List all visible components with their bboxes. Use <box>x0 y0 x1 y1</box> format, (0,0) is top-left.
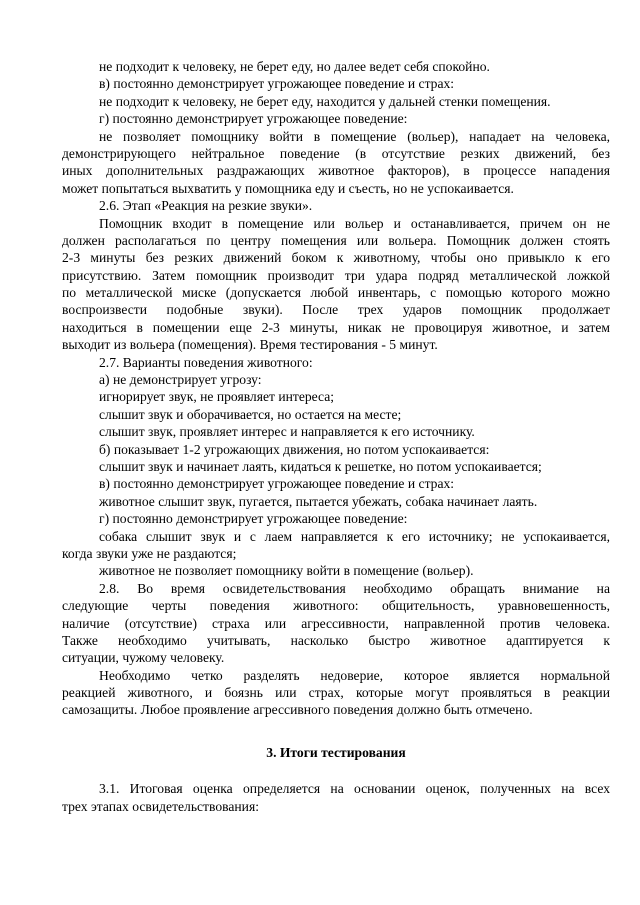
spacer <box>62 719 610 731</box>
text-line: слышит звук и оборачивается, но остается на месте; <box>99 406 402 422</box>
text-line: а) не демонстрирует угрозу: <box>99 372 262 388</box>
text-line: слышит звук, проявляет интерес и направляется к его источнику. <box>99 424 475 440</box>
text-line: трех этапах освидетельствования: <box>62 798 259 814</box>
text-line: когда звуки уже не раздаются; <box>62 545 237 561</box>
text-line: иных дополнительных раздражающих животное факторов), в процессе нападения <box>62 163 610 179</box>
text-line: реакцией животного, и боязнь или страх, которые могут проявляться в реакции <box>62 685 610 701</box>
text-line: должен располагаться по центру помещения или вольера. Помощник должен стоять <box>62 232 610 248</box>
text-line: может попытаться выхватить у помощника еду и съесть, но не успокаивается. <box>62 180 514 196</box>
text-line: б) показывает 1-2 угрожающих движения, но потом успокаивается: <box>99 441 490 457</box>
text-line: находиться в помещении еще 2-3 минуты, никак не провоцируя животное, и затем <box>62 319 610 335</box>
text-line: в) постоянно демонстрирует угрожающее поведение и страх: <box>99 476 455 492</box>
text-line: животное не позволяет помощнику войти в помещение (вольер). <box>99 563 474 579</box>
text-line: воспроизвести подобные звуки). После трех ударов помощник продолжает <box>62 302 610 318</box>
text-line: 2.8. Во время освидетельствования необходимо обращать внимание на <box>99 580 610 596</box>
text-line: игнорирует звук, не проявляет интереса; <box>99 389 335 405</box>
text-line: демонстрирующего нейтральное поведение (в отсутствие резких движений, без <box>62 145 610 161</box>
text-line: 2-3 минуты без резких движений боком к животному, чтобы оно привыкло к его <box>62 250 610 266</box>
text-line: по металлической миске (допускается любой инвентарь, с помощью которого можно <box>62 285 610 301</box>
text-line: в) постоянно демонстрирует угрожающее поведение и страх: <box>99 76 455 92</box>
section-heading: 3. Итоги тестирования <box>266 744 406 760</box>
text-line: самозащиты. Любое проявление агрессивного поведения должно быть отмечено. <box>62 702 533 718</box>
text-line: не позволяет помощнику войти в помещение (вольер), нападает на человека, <box>99 128 610 144</box>
spacer <box>62 761 610 780</box>
text-line: г) постоянно демонстрирует угрожающее поведение: <box>99 511 408 527</box>
text-line: ситуации, чужому человеку. <box>62 650 225 666</box>
text-line: не подходит к человеку, не берет еду, находится у дальней стенки помещения. <box>99 93 551 109</box>
text-line: г) постоянно демонстрирует угрожающее поведение: <box>99 111 408 127</box>
text-line: слышит звук и начинает лаять, кидаться к решетке, но потом успокаивается; <box>99 458 542 474</box>
text-line: Необходимо четко разделять недоверие, которое является нормальной <box>99 667 610 683</box>
document-tail <box>62 780 610 815</box>
text-line: собака слышит звук и с лаем направляется к его источнику; не успокаивается, <box>99 528 610 544</box>
document-body <box>62 58 610 719</box>
text-line: наличие (отсутствие) страха или агрессивности, направленной против человека. <box>62 615 610 631</box>
text-line: 3.1. Итоговая оценка определяется на основании оценок, полученных на всех <box>99 781 610 797</box>
text-line: выходит из вольера (помещения). Время тестирования - 5 минут. <box>62 337 438 353</box>
text-line: Также необходимо учитывать, насколько быстро животное адаптируется к <box>62 632 610 648</box>
text-line: животное слышит звук, пугается, пытается убежать, собака начинает лаять. <box>99 493 538 509</box>
document-page <box>62 58 610 815</box>
text-line: Помощник входит в помещение или вольер и останавливается, причем он не <box>99 215 610 231</box>
text-line: 2.7. Варианты поведения животного: <box>99 354 313 370</box>
text-line: 2.6. Этап «Реакция на резкие звуки». <box>99 198 313 214</box>
text-line: присутствию. Затем помощник производит три удара подряд металлической ложкой <box>62 267 610 283</box>
text-line: следующие черты поведения животного: общительность, уравновешенность, <box>62 598 610 614</box>
text-line: не подходит к человеку, не берет еду, но далее ведет себя спокойно. <box>99 59 490 74</box>
